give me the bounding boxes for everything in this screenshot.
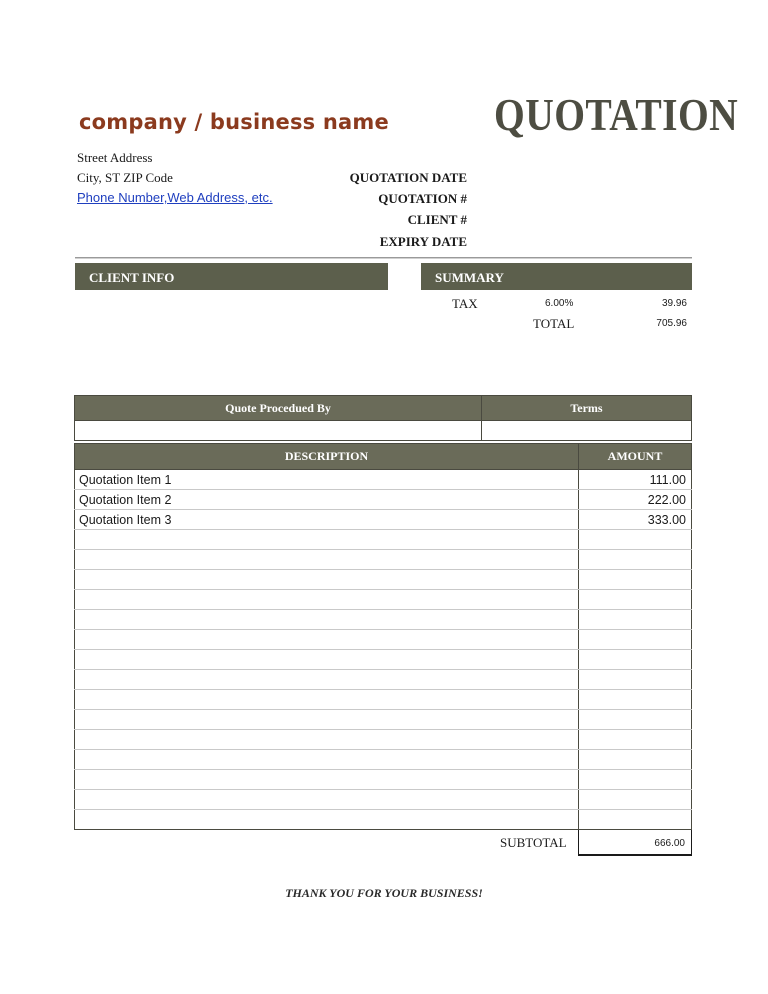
item-description-cell[interactable] bbox=[75, 710, 579, 730]
table-row bbox=[75, 470, 692, 490]
item-description-cell[interactable] bbox=[75, 530, 579, 550]
item-amount-cell[interactable]: 222.00 bbox=[579, 490, 692, 510]
table-row bbox=[75, 710, 692, 730]
total-label: TOTAL bbox=[533, 316, 575, 331]
table-row bbox=[75, 510, 692, 530]
item-amount-cell[interactable] bbox=[579, 650, 692, 670]
description-header: DESCRIPTION bbox=[75, 444, 579, 470]
table-row bbox=[75, 730, 692, 750]
item-amount-cell[interactable] bbox=[579, 610, 692, 630]
item-amount-cell[interactable]: 111.00 bbox=[579, 470, 692, 490]
item-description-cell[interactable]: Quotation Item 2 bbox=[75, 490, 579, 510]
item-amount-cell[interactable] bbox=[579, 750, 692, 770]
tax-amount: 39.96 bbox=[661, 298, 687, 309]
item-amount-cell[interactable] bbox=[579, 730, 692, 750]
tax-rate: 6.00% bbox=[545, 298, 574, 309]
amount-header: AMOUNT bbox=[579, 444, 692, 470]
table-row bbox=[75, 670, 692, 690]
item-amount-cell[interactable] bbox=[579, 670, 692, 690]
table-row bbox=[75, 570, 692, 590]
quote-procedued-by-cell[interactable] bbox=[75, 421, 482, 441]
table-row bbox=[75, 790, 692, 810]
table-row bbox=[75, 650, 692, 670]
item-amount-cell[interactable] bbox=[579, 690, 692, 710]
subtotal-amount: 666.00 bbox=[578, 830, 692, 856]
table-row bbox=[75, 590, 692, 610]
client-info-header: CLIENT INFO bbox=[75, 263, 388, 290]
item-description-cell[interactable]: Quotation Item 3 bbox=[75, 510, 579, 530]
item-amount-cell[interactable] bbox=[579, 570, 692, 590]
item-amount-cell[interactable] bbox=[579, 790, 692, 810]
table-row bbox=[75, 630, 692, 650]
item-description-cell[interactable] bbox=[75, 630, 579, 650]
total-amount: 705.96 bbox=[656, 318, 687, 329]
thank-you-note: THANK YOU FOR YOUR BUSINESS! bbox=[285, 886, 483, 900]
table-row bbox=[75, 530, 692, 550]
street-address: Street Address bbox=[77, 150, 153, 165]
item-description-cell[interactable] bbox=[75, 770, 579, 790]
item-description-cell[interactable] bbox=[75, 690, 579, 710]
quotation-number-label: QUOTATION # bbox=[378, 191, 467, 206]
header-divider bbox=[75, 257, 692, 259]
quotation-date-label: QUOTATION DATE bbox=[349, 170, 467, 185]
item-amount-cell[interactable] bbox=[579, 530, 692, 550]
item-amount-cell[interactable] bbox=[579, 630, 692, 650]
tax-label: TAX bbox=[452, 296, 478, 311]
item-amount-cell[interactable] bbox=[579, 590, 692, 610]
item-description-cell[interactable] bbox=[75, 810, 579, 830]
terms-header: Terms bbox=[482, 396, 692, 421]
city-state-zip: City, ST ZIP Code bbox=[77, 170, 173, 185]
subtotal-label: SUBTOTAL bbox=[500, 835, 567, 850]
table-row bbox=[75, 490, 692, 510]
item-description-cell[interactable] bbox=[75, 650, 579, 670]
table-row bbox=[75, 610, 692, 630]
company-name: company / business name bbox=[79, 110, 389, 134]
summary-header: SUMMARY bbox=[421, 263, 692, 290]
quote-info-table bbox=[74, 395, 692, 441]
expiry-date-label: EXPIRY DATE bbox=[379, 234, 467, 249]
table-row bbox=[75, 690, 692, 710]
item-amount-cell[interactable] bbox=[579, 770, 692, 790]
table-row bbox=[75, 770, 692, 790]
client-number-label: CLIENT # bbox=[407, 212, 467, 227]
item-description-cell[interactable] bbox=[75, 730, 579, 750]
item-description-cell[interactable] bbox=[75, 790, 579, 810]
item-amount-cell[interactable]: 333.00 bbox=[579, 510, 692, 530]
document-title: QUOTATION bbox=[494, 89, 739, 140]
item-description-cell[interactable] bbox=[75, 670, 579, 690]
item-description-cell[interactable] bbox=[75, 750, 579, 770]
table-row bbox=[75, 550, 692, 570]
table-row bbox=[75, 810, 692, 830]
table-row bbox=[75, 750, 692, 770]
item-description-cell[interactable] bbox=[75, 590, 579, 610]
item-amount-cell[interactable] bbox=[579, 550, 692, 570]
item-amount-cell[interactable] bbox=[579, 810, 692, 830]
item-description-cell[interactable] bbox=[75, 550, 579, 570]
item-amount-cell[interactable] bbox=[579, 710, 692, 730]
item-description-cell[interactable]: Quotation Item 1 bbox=[75, 470, 579, 490]
items-table bbox=[74, 443, 692, 830]
terms-cell[interactable] bbox=[482, 421, 692, 441]
contact-link[interactable]: Phone Number,Web Address, etc. bbox=[77, 190, 273, 205]
quote-procedued-by-header: Quote Procedued By bbox=[75, 396, 482, 421]
item-description-cell[interactable] bbox=[75, 570, 579, 590]
item-description-cell[interactable] bbox=[75, 610, 579, 630]
